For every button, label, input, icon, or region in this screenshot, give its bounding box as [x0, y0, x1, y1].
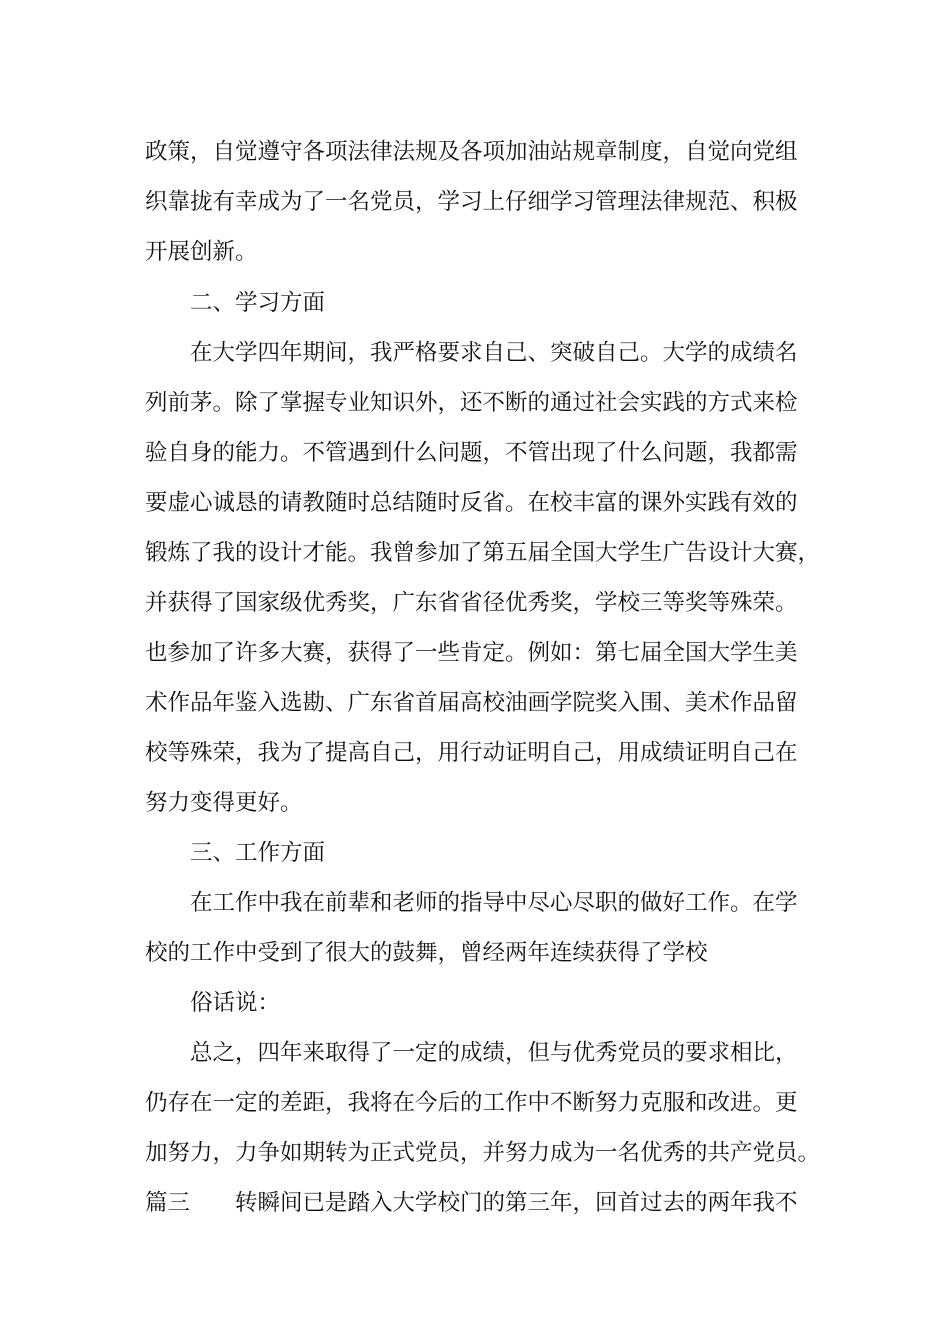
section-label: 篇三: [145, 1190, 191, 1216]
paragraph-line: 要虚心诚恳的请教随时总结随时反省。在校丰富的课外实践有效的: [145, 490, 798, 516]
paragraph-line: 开展创新。: [145, 239, 258, 265]
paragraph-line: 锻炼了我的设计才能。我曾参加了第五届全国大学生广告设计大赛，: [145, 540, 821, 566]
paragraph-line: 术作品年鉴入选勘、广东省首届高校油画学院奖入围、美术作品留: [145, 690, 798, 716]
paragraph-line: 总之，四年来取得了一定的成绩，但与优秀党员的要求相比，: [190, 1040, 798, 1066]
paragraph-line: 校的工作中受到了很大的鼓舞，曾经两年连续获得了学校: [145, 940, 708, 966]
paragraph-line: 加努力，力争如期转为正式党员，并努力成为一名优秀的共产党员。: [145, 1140, 821, 1166]
paragraph-line: 在工作中我在前辈和老师的指导中尽心尽职的做好工作。在学: [190, 890, 798, 916]
section-heading: 二、学习方面: [190, 290, 326, 316]
paragraph-line: 列前茅。除了掌握专业知识外，还不断的通过社会实践的方式来检: [145, 390, 798, 416]
paragraph-line: 努力变得更好。: [145, 790, 303, 816]
paragraph-line: 也参加了许多大赛，获得了一些肯定。例如：第七届全国大学生美: [145, 640, 798, 666]
paragraph-line: 验自身的能力。不管遇到什么问题，不管出现了什么问题，我都需: [145, 440, 798, 466]
paragraph-line: 校等殊荣，我为了提高自己，用行动证明自己，用成绩证明自己在: [145, 740, 798, 766]
paragraph-line: 并获得了国家级优秀奖，广东省省径优秀奖，学校三等奖等殊荣。: [145, 590, 798, 616]
section-heading: 三、工作方面: [190, 840, 326, 866]
paragraph-line: 俗话说：: [190, 990, 281, 1016]
paragraph-line: 在大学四年期间，我严格要求自己、突破自己。大学的成绩名: [190, 340, 798, 366]
paragraph-line: 织靠拢有幸成为了一名党员，学习上仔细学习管理法律规范、积极: [145, 189, 798, 215]
paragraph-line: 转瞬间已是踏入大学校门的第三年，回首过去的两年我不: [235, 1190, 798, 1216]
paragraph-line: 仍存在一定的差距，我将在今后的工作中不断努力克服和改进。更: [145, 1090, 798, 1116]
paragraph-line: 政策，自觉遵守各项法律法规及各项加油站规章制度，自觉向党组: [145, 139, 798, 165]
